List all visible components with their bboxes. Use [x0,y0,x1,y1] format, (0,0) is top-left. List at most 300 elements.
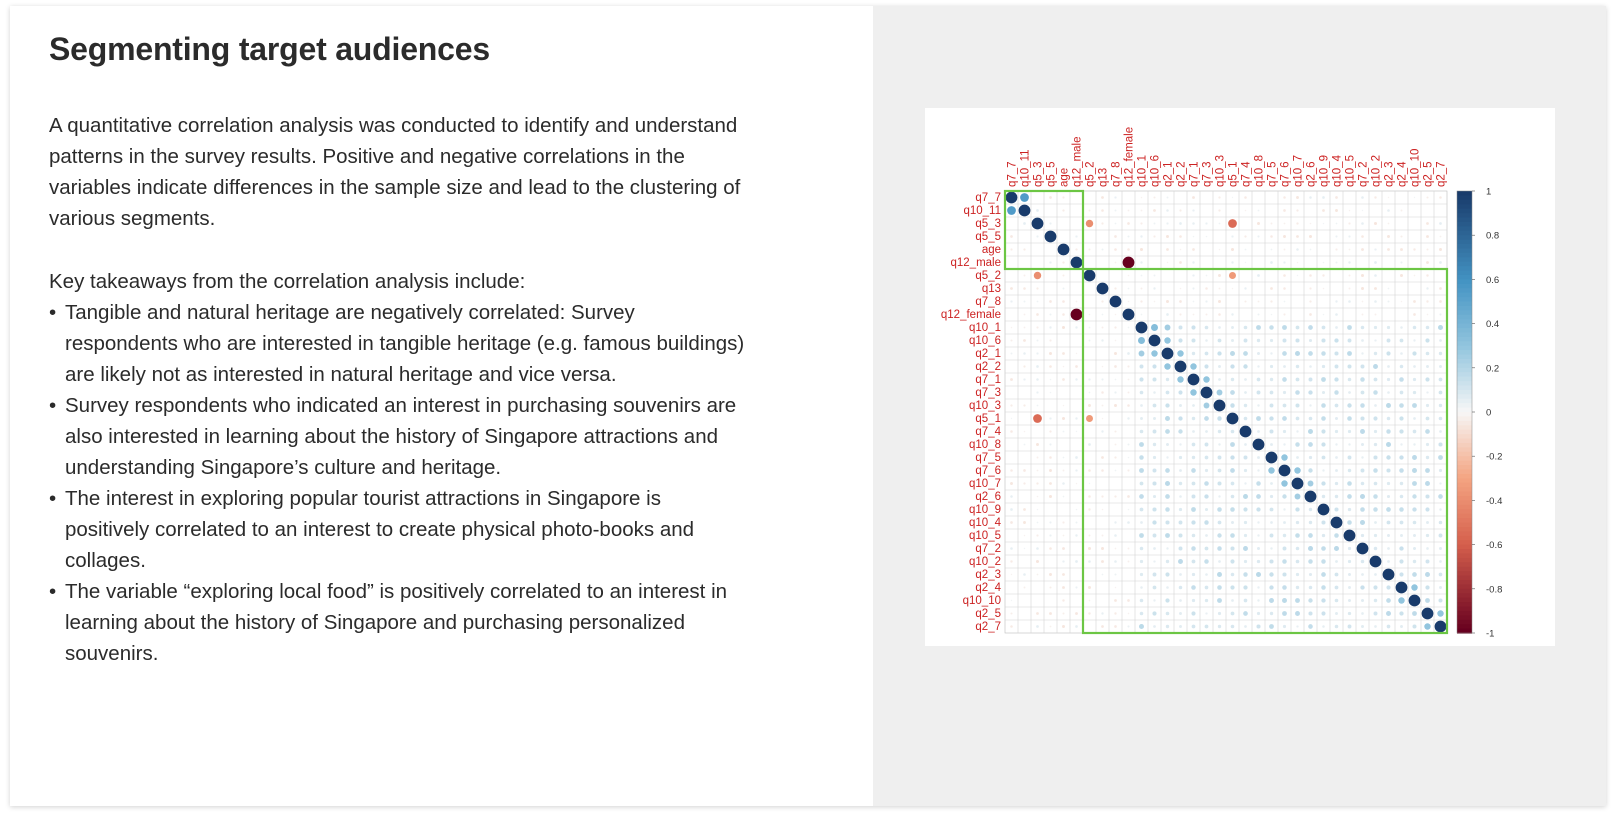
colorbar-segment [1457,558,1472,563]
correlation-dot [1296,547,1300,551]
correlation-dot [1439,560,1442,563]
correlation-dot [1191,546,1195,550]
correlation-dot [1165,325,1171,331]
correlation-chart [925,108,1555,646]
correlation-dot [1045,231,1057,243]
correlation-dot [1284,301,1286,303]
correlation-dot [1084,270,1096,282]
correlation-dot [1191,520,1195,524]
correlation-dot [1205,352,1209,356]
row-label: q10_11 [963,205,1001,217]
correlation-dot [1321,442,1325,446]
correlation-dot [1348,430,1351,433]
correlation-dot [1164,363,1170,369]
correlation-dot [1140,508,1144,512]
column-label: q7_4 [1240,161,1253,187]
correlation-dot [1140,365,1144,369]
column-label: q2_3 [1383,161,1396,187]
colorbar-segment [1457,492,1472,497]
correlation-dot [1139,624,1144,629]
correlation-dot [1232,197,1233,198]
correlation-dot [1024,431,1026,433]
correlation-dot [1191,507,1196,512]
colorbar-segment [1457,328,1472,333]
correlation-dot [1205,625,1209,629]
slide-card [10,6,1606,806]
correlation-dot [1348,365,1352,369]
correlation-dot [1231,599,1234,602]
colorbar-segment [1457,262,1472,267]
correlation-dot [1361,560,1365,564]
correlation-dot [1439,391,1443,395]
correlation-dot [1141,210,1143,212]
correlation-dot [1166,456,1168,458]
correlation-dot [1399,611,1403,615]
correlation-dot [1062,612,1064,614]
correlation-dot [1218,274,1221,277]
row-label: q5_2 [975,270,1001,282]
correlation-dot [1164,337,1170,343]
correlation-dot [1270,534,1274,538]
correlation-dot [1153,469,1157,473]
correlation-dot [1128,379,1130,381]
correlation-dot [1400,625,1403,628]
correlation-dot [1139,351,1145,357]
correlation-dot [1258,301,1260,303]
correlation-dot [1230,468,1235,473]
correlation-dot [1283,261,1285,263]
correlation-dot [1257,586,1259,588]
correlation-dot [1297,262,1299,264]
correlation-dot [1218,209,1220,211]
correlation-dot [1270,365,1273,368]
column-label: q13 [1097,167,1110,187]
correlation-dot [1063,431,1065,433]
column-label: q10_8 [1253,155,1266,187]
correlation-dot [1296,365,1299,368]
correlation-dot [1140,248,1143,251]
correlation-dot [1151,324,1158,331]
correlation-dot [1139,468,1144,473]
correlation-dot [1426,196,1428,198]
correlation-dot [1140,417,1143,420]
correlation-dot [1153,417,1156,420]
column-label: age [1058,167,1071,187]
correlation-dot [1387,521,1391,525]
correlation-dot [1179,209,1181,211]
correlation-dot [1335,612,1338,615]
correlation-dot [1335,495,1338,498]
colorbar-segment [1457,593,1472,598]
correlation-dot [1140,391,1144,395]
correlation-dot [1253,439,1265,451]
correlation-dot [1102,249,1104,251]
correlation-dot [1217,416,1221,420]
correlation-dot [1217,585,1222,590]
row-label: q7_7 [975,192,1001,204]
correlation-dot [1063,470,1065,472]
correlation-dot [1257,456,1260,459]
correlation-dot [1323,288,1325,290]
correlation-dot [1101,469,1104,472]
correlation-dot [1179,456,1182,459]
correlation-dot [1309,196,1312,199]
correlation-dot [1425,494,1429,498]
correlation-dot [1023,365,1025,367]
correlation-dot [1232,288,1234,290]
correlation-dot [1049,456,1052,459]
correlation-dot [1335,560,1338,563]
correlation-dot [1179,482,1182,485]
correlation-dot [1152,377,1156,381]
correlation-dot [1361,456,1363,458]
correlation-dot [1178,416,1182,420]
correlation-dot [1115,379,1117,381]
colorbar-segment [1457,218,1472,223]
correlation-dot [1127,417,1129,419]
correlation-dot [1400,261,1402,263]
correlation-dot [1283,547,1287,551]
correlation-dot [1357,543,1369,555]
correlation-dot [1050,379,1052,381]
correlation-dot [1348,339,1352,343]
correlation-dot [1088,248,1090,250]
colorbar-segment [1457,416,1472,421]
correlation-dot [1282,325,1287,330]
colorbar-tick-label: 1 [1486,186,1492,198]
correlation-dot [1347,494,1352,499]
column-label: q10_6 [1149,155,1162,187]
correlation-dot [1308,325,1313,330]
colorbar-segment [1457,624,1472,629]
correlation-dot [1230,442,1235,447]
correlation-dot [1335,404,1339,408]
correlation-dot [1166,443,1169,446]
correlation-dot [1076,353,1077,354]
correlation-dot [1218,521,1222,525]
correlation-dot [1413,378,1416,381]
correlation-dot [1166,222,1168,224]
correlation-dot [1321,598,1325,602]
correlation-dot [1179,326,1183,330]
correlation-dot [1256,416,1261,421]
correlation-dot [1123,257,1135,269]
correlation-dot [1310,223,1312,225]
correlation-dot [1205,339,1208,342]
correlation-dot [1334,377,1338,381]
correlation-dot [1386,611,1391,616]
correlation-dot [1218,313,1221,316]
correlation-dot [1374,352,1377,355]
correlation-dot [1244,469,1247,472]
colorbar-segment [1457,615,1472,620]
row-label: q7_8 [975,296,1001,308]
correlation-dot [1373,507,1378,512]
correlation-dot [1348,508,1351,511]
correlation-dot [1010,404,1012,406]
correlation-dot [1308,442,1313,447]
correlation-dot [1153,287,1155,289]
correlation-dot [1165,468,1170,473]
correlation-dot [1231,235,1233,237]
correlation-dot [1335,599,1339,603]
correlation-dot [1036,482,1038,484]
correlation-dot [1411,584,1417,590]
correlation-dot [1360,403,1365,408]
correlation-dot [1370,556,1382,568]
correlation-dot [1321,546,1326,551]
colorbar-segment [1457,368,1472,373]
correlation-dot [1192,482,1196,486]
correlation-dot [1244,339,1248,343]
correlation-dot [1127,599,1130,602]
correlation-dot [1152,481,1156,485]
colorbar-segment [1457,209,1472,214]
correlation-dot [1309,521,1312,524]
correlation-dot [1426,365,1429,368]
colorbar-tick-label: -0.2 [1486,451,1503,463]
correlation-dot [1036,287,1038,289]
correlation-dot [1244,378,1247,381]
correlation-dot [1049,222,1051,224]
correlation-dot [1191,611,1195,615]
correlation-dot [1296,560,1300,564]
colorbar-segment [1457,456,1472,461]
correlation-dot [1218,560,1221,563]
colorbar-segment [1457,584,1472,589]
correlation-dot [1049,443,1051,445]
correlation-dot [1374,625,1377,628]
correlation-dot [1439,599,1443,603]
correlation-dot [1036,443,1039,446]
correlation-dot [1192,495,1196,499]
correlation-dot [1439,404,1442,407]
colorbar-tick-label: -0.4 [1486,495,1503,507]
colorbar-segment [1457,297,1472,302]
correlation-dot [1179,300,1182,303]
correlation-dot [1284,223,1286,225]
correlation-dot [1062,586,1065,589]
correlation-dot [1439,352,1442,355]
correlation-dot [1075,456,1078,459]
correlation-dot [1231,261,1233,263]
correlation-dot [1270,352,1272,354]
column-label: q10_3 [1214,155,1227,187]
colorbar-segment [1457,288,1472,293]
colorbar-segment [1457,226,1472,231]
correlation-dot [1023,508,1026,511]
correlation-dot [1309,274,1312,277]
correlation-dot [1321,351,1326,356]
correlation-dot [1243,546,1248,551]
colorbar-segment [1457,253,1472,258]
correlation-dot [1270,443,1273,446]
correlation-dot [1413,339,1415,341]
correlation-dot [1204,494,1208,498]
colorbar-segment [1457,469,1472,474]
correlation-dot [1374,248,1376,250]
correlation-dot [1218,495,1220,497]
correlation-dot [1296,521,1299,524]
correlation-dot [1192,248,1195,251]
correlation-dot [1140,261,1142,263]
takeaways-list [49,297,749,669]
correlation-dot [1010,521,1013,524]
correlation-dot [1270,300,1272,302]
correlation-dot [1283,365,1286,368]
correlation-dot [1348,300,1351,303]
colorbar-segment [1457,341,1472,346]
correlation-dot [1295,403,1299,407]
correlation-dot [1036,326,1038,328]
correlation-dot [1162,348,1174,360]
correlation-dot [1426,274,1428,276]
correlation-dot [1387,209,1390,212]
row-label: age [981,244,1001,256]
correlation-dot [1050,626,1052,628]
colorbar-segment [1457,452,1472,457]
correlation-dot [1190,363,1196,369]
correlation-dot [1374,261,1377,264]
correlation-dot [1218,326,1221,329]
correlation-dot [1114,534,1117,537]
correlation-dot [1205,326,1209,330]
correlation-dot [1374,430,1377,433]
column-label: q2_7 [1435,161,1448,187]
correlation-dot [1334,351,1338,355]
correlation-dot [1283,625,1286,628]
correlation-dot [1086,415,1093,422]
correlation-dot [1076,509,1078,511]
correlation-dot [1322,326,1326,330]
correlation-dot [1335,573,1339,577]
correlation-dot [1257,560,1260,563]
correlation-dot [1271,223,1273,225]
correlation-dot [1190,389,1196,395]
correlation-dot [1413,300,1416,303]
correlation-dot [1227,413,1239,425]
correlation-dot [1166,625,1169,628]
correlation-dot [1114,456,1116,458]
correlation-dot [1011,574,1012,575]
correlation-dot [1400,521,1404,525]
correlation-dot [1348,456,1352,460]
correlation-dot [1308,351,1313,356]
correlation-dot [1037,301,1039,303]
correlation-dot [1179,521,1183,525]
correlation-dot [1335,482,1338,485]
correlation-dot [1244,443,1247,446]
correlation-dot [1439,222,1442,225]
correlation-dot [1439,573,1443,577]
column-label: q5_5 [1045,161,1058,187]
correlation-dot [1140,599,1144,603]
correlation-dot [1128,509,1130,511]
correlation-dot [1257,547,1260,550]
correlation-dot [1335,209,1338,212]
correlation-dot [1309,573,1312,576]
correlation-dot [1049,339,1051,341]
correlation-dot [1283,430,1286,433]
correlation-dot [1140,560,1143,563]
correlation-dot [1439,339,1442,342]
correlation-dot [1153,586,1157,590]
correlation-dot [1322,456,1326,460]
correlation-dot [1309,456,1312,459]
correlation-dot [1165,572,1169,576]
correlation-dot [1321,585,1325,589]
correlation-dot [1322,534,1325,537]
correlation-dot [1283,313,1285,315]
correlation-dot [1101,391,1104,394]
correlation-dot [1245,262,1246,263]
correlation-dot [1231,339,1234,342]
correlation-dot [1321,559,1326,564]
colorbar-segment [1457,332,1472,337]
correlation-dot [1348,391,1351,394]
correlation-dot [1361,599,1364,602]
correlation-dot [1362,314,1364,316]
correlation-dot [1114,248,1117,251]
correlation-dot [1140,573,1143,576]
correlation-dot [1348,469,1351,472]
correlation-dot [1270,508,1274,512]
colorbar-segment [1457,620,1472,625]
correlation-dot [1400,352,1403,355]
correlation-dot [1295,533,1300,538]
correlation-dot [1439,534,1443,538]
correlation-dot [1205,456,1209,460]
correlation-dot [1413,391,1416,394]
correlation-dot [1010,469,1013,472]
correlation-dot [1036,365,1039,368]
correlation-dot [1281,480,1287,486]
correlation-dot [1062,352,1065,355]
colorbar-segment [1457,377,1472,382]
row-label: q10_2 [969,556,1001,568]
correlation-dot [1308,546,1313,551]
correlation-dot [1413,521,1417,525]
colorbar-segment [1457,523,1472,528]
correlation-dot [1244,300,1246,302]
correlation-dot [1140,222,1142,224]
correlation-dot [1049,547,1052,550]
correlation-dot [1361,365,1365,369]
correlation-dot [1296,326,1300,330]
correlation-dot [1400,274,1403,277]
correlation-dot [1140,521,1143,524]
correlation-dot [1037,470,1039,472]
colorbar-segment [1457,602,1472,607]
row-label: q2_1 [975,348,1001,360]
correlation-dot [1088,586,1091,589]
correlation-dot [1166,378,1169,381]
correlation-dot [1167,262,1168,263]
correlation-dot [1128,275,1130,277]
colorbar-segment [1457,399,1472,404]
correlation-dot [1097,283,1109,295]
row-label: q5_3 [975,218,1001,230]
correlation-dot [1230,403,1234,407]
colorbar-segment [1457,553,1472,558]
correlation-dot [1179,612,1182,615]
row-label: q10_10 [962,595,1001,607]
correlation-dot [1063,496,1065,498]
correlation-dot [1309,313,1312,316]
correlation-dot [1076,431,1077,432]
correlation-dot [1283,443,1285,445]
correlation-dot [1153,547,1156,550]
